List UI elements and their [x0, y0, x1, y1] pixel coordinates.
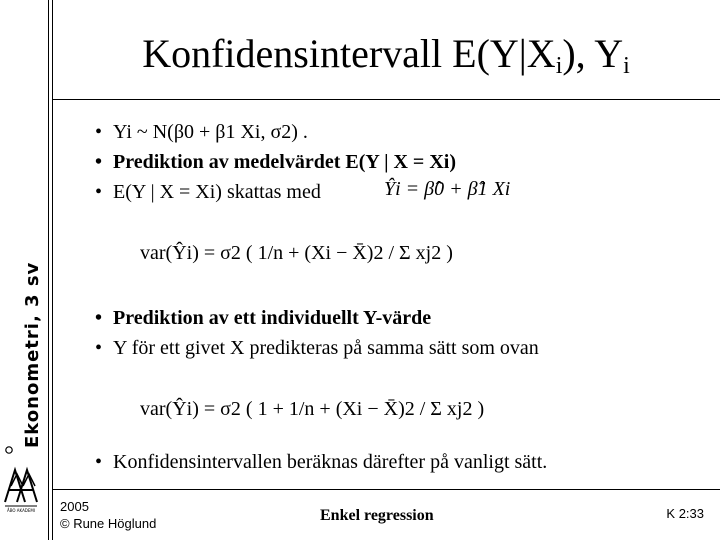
bullet-individual-prediction: • Prediktion av ett individuellt Y-värde — [113, 303, 539, 333]
sidebar-divider-outer — [48, 0, 49, 540]
footer-year-author — [60, 498, 156, 532]
svg-text:ÅBO AKADEMI: ÅBO AKADEMI — [6, 508, 36, 513]
footer-author: © Rune Höglund — [60, 516, 157, 531]
bullet-predicted-same: • Y för ett givet X predikteras på samma sätt som ovan — [113, 333, 539, 363]
slide-title: Konfidensintervall $E(Y|X_i)$, $Y_i$ — [142, 31, 630, 79]
footer-year: 2005 — [60, 499, 89, 514]
formula-var-mean: var(Ŷi) = σ2 ( 1/n + (Xi − X̄)2 / Σ xj2 ) — [140, 242, 453, 264]
footer-topic: Enkel regression — [320, 507, 434, 524]
bullet-list-mid — [113, 303, 539, 363]
bullet-list-bottom — [113, 447, 547, 477]
bullet-mean-prediction: • Prediktion av medelvärdet E(Y | X = Xi) — [113, 147, 456, 177]
footer-page-number: K 2:33 — [666, 506, 704, 521]
title-divider — [52, 99, 720, 100]
footer-divider — [52, 489, 720, 490]
bullet-distribution: • Yi ~ N(β0 + β1 Xi, σ2) . — [113, 117, 456, 147]
bullet-confidence-intervals: • Konfidensintervallen beräknas därefter på vanligt sätt. — [113, 447, 547, 477]
bullet-estimated-by: • E(Y | X = Xi) skattas med — [113, 177, 456, 207]
sidebar-divider-inner — [52, 0, 53, 540]
university-logo — [2, 446, 44, 540]
sidebar-course-label: Ekonometri, 3 sv — [22, 261, 43, 448]
formula-estimator: Ŷi = β̂0 + β̂1 Xi — [384, 178, 511, 200]
formula-var-individual: var(Ŷi) = σ2 ( 1 + 1/n + (Xi − X̄)2 / Σ xj2 ) — [140, 398, 485, 420]
